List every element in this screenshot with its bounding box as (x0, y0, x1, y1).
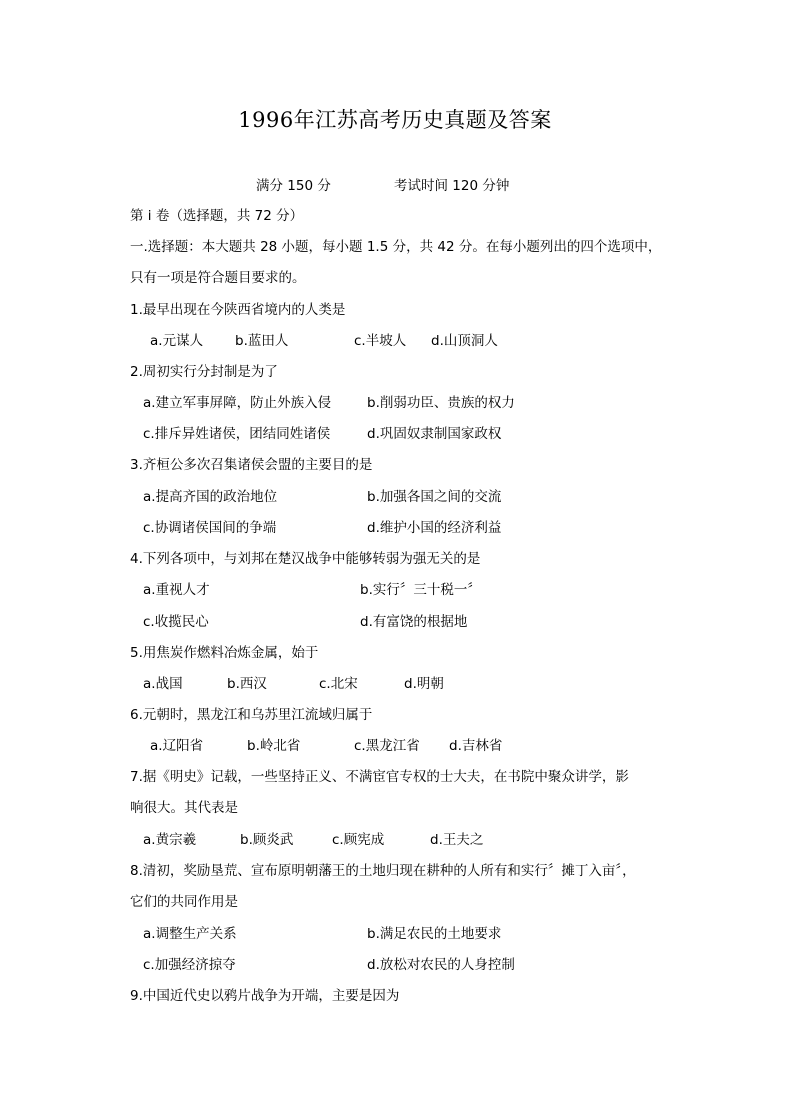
question-4-option-a: a.重视人才 (143, 582, 210, 598)
question-2-stem: 2.周初实行分封制是为了 (130, 364, 278, 380)
question-1-option-a: a.元谋人 (150, 333, 204, 349)
question-7-option-a: a.黄宗羲 (143, 832, 197, 848)
document-title: 1996年江苏高考历史真题及答案 (238, 108, 552, 132)
question-1-option-d: d.山顶洞人 (431, 333, 498, 349)
question-7-stem-line-2: 响很大。其代表是 (130, 800, 238, 816)
question-3-option-a: a.提高齐国的政治地位 (143, 489, 278, 505)
question-5-option-d: d.明朝 (404, 676, 444, 692)
question-7-stem-line-1: 7.据《明史》记载，一些坚持正义、不满宦官专权的士大夫，在书院中聚众讲学，影 (130, 769, 629, 785)
full-score: 满分 150 分 (256, 178, 331, 194)
question-5-option-a: a.战国 (143, 676, 183, 692)
question-3-option-b: b.加强各国之间的交流 (367, 489, 502, 505)
question-8-option-a: a.调整生产关系 (143, 926, 237, 942)
question-5-stem: 5.用焦炭作燃料冶炼金属，始于 (130, 645, 319, 661)
question-4-stem: 4.下列各项中，与刘邦在楚汉战争中能够转弱为强无关的是 (130, 551, 481, 567)
question-6-stem: 6.元朝时，黑龙江和乌苏里江流域归属于 (130, 707, 373, 723)
question-4-option-d: d.有富饶的根据地 (360, 614, 468, 630)
instructions-line-2: 只有一项是符合题目要求的。 (130, 270, 306, 286)
section-heading: 第 i 卷（选择题，共 72 分） (130, 208, 304, 224)
question-6-option-a: a.辽阳省 (150, 738, 204, 754)
question-4-option-b: b.实行〞三十税一〞 (360, 582, 481, 598)
question-2-option-a: a.建立军事屏障，防止外族入侵 (143, 395, 332, 411)
question-8-stem-line-1: 8.清初，奖励垦荒、宣布原明朝藩王的土地归现在耕种的人所有和实行〞摊丁入亩〞， (130, 863, 636, 879)
question-7-option-c: c.顾宪成 (332, 832, 385, 848)
question-2-option-d: d.巩固奴隶制国家政权 (367, 426, 502, 442)
question-3-option-c: c.协调诸侯国间的争端 (143, 520, 277, 536)
instructions-line-1: 一.选择题：本大题共 28 小题，每小题 1.5 分，共 42 分。在每小题列出的四个选项中， (130, 239, 662, 255)
question-6-option-b: b.岭北省 (247, 738, 301, 754)
question-2-option-c: c.排斥异姓诸侯，团结同姓诸侯 (143, 426, 331, 442)
question-8-option-c: c.加强经济掠夺 (143, 957, 236, 973)
question-6-option-c: c.黑龙江省 (354, 738, 420, 754)
question-3-option-d: d.维护小国的经济利益 (367, 520, 502, 536)
question-7-option-b: b.顾炎武 (240, 832, 294, 848)
question-5-option-c: c.北宋 (319, 676, 358, 692)
exam-time: 考试时间 120 分钟 (394, 178, 510, 194)
question-8-option-d: d.放松对农民的人身控制 (367, 957, 515, 973)
question-1-option-c: c.半坡人 (354, 333, 407, 349)
question-5-option-b: b.西汉 (227, 676, 267, 692)
question-4-option-c: c.收揽民心 (143, 614, 209, 630)
question-9-stem: 9.中国近代史以鸦片战争为开端，主要是因为 (130, 988, 400, 1004)
question-8-stem-line-2: 它们的共同作用是 (130, 894, 238, 910)
question-1-option-b: b.蓝田人 (235, 333, 289, 349)
question-1-stem: 1.最早出现在今陕西省境内的人类是 (130, 302, 346, 318)
question-2-option-b: b.削弱功臣、贵族的权力 (367, 395, 515, 411)
question-8-option-b: b.满足农民的土地要求 (367, 926, 502, 942)
question-6-option-d: d.吉林省 (449, 738, 503, 754)
question-7-option-d: d.王夫之 (430, 832, 484, 848)
question-3-stem: 3.齐桓公多次召集诸侯会盟的主要目的是 (130, 457, 373, 473)
